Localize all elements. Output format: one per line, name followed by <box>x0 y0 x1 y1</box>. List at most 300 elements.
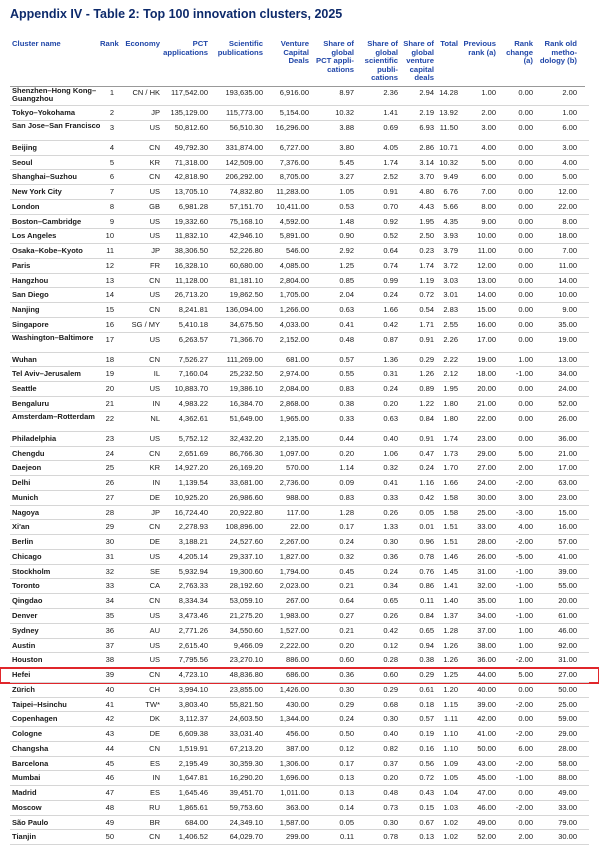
col-change-cell: 0.00 <box>518 788 533 798</box>
col-pct-cell: 16,328.10 <box>174 260 208 270</box>
col-prev-cell: 52.00 <box>477 832 496 842</box>
col-share-vc-cell: 0.57 <box>419 714 434 724</box>
col-share-vc-cell: 1.71 <box>419 319 434 329</box>
col-prev-cell: 8.00 <box>481 201 496 211</box>
col-prev-cell: 32.00 <box>477 581 496 591</box>
table-row <box>0 698 599 713</box>
col-share-pct-cell: 10.32 <box>335 108 354 117</box>
col-total-cell: 1.73 <box>443 448 458 458</box>
cluster-name-cell: Osaka–Kobe–Kyoto <box>12 246 83 256</box>
cluster-name-cell: Chengdu <box>12 448 45 458</box>
col-rank-cell: 5 <box>109 157 114 167</box>
col-rank-cell: 33 <box>105 581 114 591</box>
col-rank-cell: 6 <box>109 172 114 182</box>
col-pct-cell: 117,542.00 <box>171 88 208 97</box>
col-sci-cell: 57,151.70 <box>229 201 263 211</box>
col-sci-cell: 39,451.70 <box>229 788 263 798</box>
col-share-pct-cell: 0.20 <box>339 640 354 650</box>
col-prev-cell: 15.00 <box>477 305 496 315</box>
table-row <box>0 757 599 772</box>
col-pct-cell: 10,925.20 <box>174 492 208 502</box>
col-pct-cell: 684.00 <box>185 817 208 827</box>
col-vc-cell: 2,084.00 <box>279 384 309 394</box>
col-old-cell: 2.00 <box>562 88 577 97</box>
col-prev-cell: 2.00 <box>481 108 496 117</box>
col-change-cell: 1.00 <box>518 640 533 650</box>
col-change-cell: 0.00 <box>518 260 533 270</box>
col-total-cell: 3.72 <box>443 260 458 270</box>
col-share-vc-cell: 0.56 <box>419 758 434 768</box>
col-old-cell: 34.00 <box>558 369 577 379</box>
col-total-cell: 1.58 <box>443 492 458 502</box>
col-share-sci-cell: 0.24 <box>383 290 398 300</box>
col-prev-cell: 42.00 <box>477 714 496 724</box>
col-total-cell: 1.41 <box>443 581 458 591</box>
col-pct-cell: 4,205.14 <box>178 551 208 561</box>
col-prev-cell: 21.00 <box>477 399 496 409</box>
header-line: PCT appli- <box>315 56 354 66</box>
col-economy-cell: US <box>149 655 160 665</box>
col-rank-cell: 49 <box>105 817 114 827</box>
col-pct-cell: 1,519.91 <box>178 743 208 753</box>
header-line: Rank old <box>544 39 577 48</box>
col-change-cell: 0.00 <box>518 122 533 132</box>
col-sci-cell: 34,675.50 <box>229 319 263 329</box>
cluster-name-cell: Changsha <box>12 743 49 753</box>
header-line: (a) <box>523 56 533 66</box>
col-sci-cell: 71,366.70 <box>229 334 263 344</box>
col-share-vc-cell: 0.72 <box>419 773 434 783</box>
col-share-pct-cell: 0.45 <box>339 566 354 576</box>
col-prev-cell: 35.00 <box>477 596 496 606</box>
col-total-cell: 1.02 <box>443 832 458 842</box>
col-total-cell: 1.04 <box>443 788 458 798</box>
header-pct <box>160 40 208 57</box>
col-economy-cell: US <box>149 551 160 561</box>
col-pct-cell: 49,792.30 <box>174 142 208 152</box>
col-share-vc-cell: 0.23 <box>419 246 434 256</box>
cluster-name-cell: Mumbai <box>12 773 41 783</box>
cluster-name-cell: Copenhagen <box>12 714 58 724</box>
col-rank-cell: 19 <box>105 369 114 379</box>
header-line: publications <box>217 47 263 57</box>
cluster-name-cell: Moscow <box>12 802 42 812</box>
cluster-name-cell: Sydney <box>12 625 39 635</box>
col-vc-cell: 363.00 <box>286 802 309 812</box>
col-rank-cell: 17 <box>105 334 114 344</box>
table-row <box>0 594 599 609</box>
col-change-cell: 0.00 <box>518 714 533 724</box>
col-prev-cell: 6.00 <box>481 172 496 182</box>
col-share-vc-cell: 0.84 <box>419 610 434 620</box>
col-economy-cell: US <box>149 122 160 132</box>
cluster-name-cell: Wuhan <box>12 354 37 364</box>
col-pct-cell: 8,241.81 <box>178 305 208 315</box>
cluster-name-cell: Cologne <box>12 729 42 739</box>
table-row <box>0 506 599 521</box>
col-share-pct-cell: 0.24 <box>339 714 354 724</box>
col-share-pct-cell: 0.13 <box>339 788 354 798</box>
col-pct-cell: 7,526.27 <box>178 354 208 364</box>
header-cluster-name <box>12 40 104 49</box>
col-economy-cell: CN <box>149 522 160 532</box>
col-total-cell: 1.80 <box>443 413 458 423</box>
col-share-sci-cell: 0.40 <box>383 729 398 739</box>
col-vc-cell: 299.00 <box>286 832 309 842</box>
col-change-cell: 0.00 <box>518 334 533 344</box>
table-row <box>0 668 599 683</box>
col-total-cell: 10.71 <box>439 142 458 152</box>
col-old-cell: 92.00 <box>558 640 577 650</box>
col-vc-cell: 16,296.00 <box>275 122 309 132</box>
col-sci-cell: 56,510.30 <box>229 122 263 132</box>
cluster-name-cell: São Paulo <box>12 817 49 827</box>
col-share-sci-cell: 0.70 <box>383 201 398 211</box>
col-share-sci-cell: 0.24 <box>383 384 398 394</box>
table-row <box>0 727 599 742</box>
col-old-cell: 12.00 <box>558 187 577 197</box>
col-pct-cell: 2,195.49 <box>178 758 208 768</box>
col-change-cell: 0.00 <box>518 433 533 443</box>
table-row <box>0 609 599 624</box>
cluster-name-cell: Shanghai–Suzhou <box>12 172 78 182</box>
table-row <box>0 274 599 289</box>
col-old-cell: 14.00 <box>558 275 577 285</box>
header-share-pct <box>310 40 354 74</box>
col-vc-cell: 2,974.00 <box>279 369 309 379</box>
col-economy-cell: CN <box>149 142 160 152</box>
col-pct-cell: 4,723.10 <box>178 670 208 680</box>
col-share-vc-cell: 0.24 <box>419 463 434 473</box>
col-share-sci-cell: 0.40 <box>383 433 398 443</box>
col-share-pct-cell: 0.14 <box>339 802 354 812</box>
table-row <box>0 579 599 594</box>
col-share-vc-cell: 0.42 <box>419 492 434 502</box>
col-vc-cell: 8,705.00 <box>279 172 309 182</box>
col-economy-cell: TW* <box>145 699 160 709</box>
col-sci-cell: 23,855.00 <box>229 684 263 694</box>
header-share-sci <box>355 40 398 83</box>
col-share-vc-cell: 0.86 <box>419 581 434 591</box>
col-prev-cell: 27.00 <box>477 463 496 473</box>
col-share-pct-cell: 0.90 <box>339 231 354 241</box>
col-prev-cell: 37.00 <box>477 625 496 635</box>
col-change-cell: 6.00 <box>518 743 533 753</box>
header-line: scientific <box>364 56 398 66</box>
col-old-cell: 18.00 <box>558 231 577 241</box>
col-pct-cell: 13,705.10 <box>174 187 208 197</box>
col-prev-cell: 34.00 <box>477 610 496 620</box>
col-economy-cell: CA <box>149 581 160 591</box>
cluster-name-cell: Austin <box>12 640 36 650</box>
col-sci-cell: 52,226.80 <box>229 246 263 256</box>
col-pct-cell: 26,713.20 <box>174 290 208 300</box>
col-sci-cell: 32,432.20 <box>229 433 263 443</box>
col-change-cell: 0.00 <box>518 684 533 694</box>
col-total-cell: 14.28 <box>439 88 458 97</box>
col-vc-cell: 570.00 <box>286 463 309 473</box>
col-pct-cell: 3,112.37 <box>179 714 208 724</box>
col-vc-cell: 1,696.00 <box>279 773 309 783</box>
col-prev-cell: 20.00 <box>477 384 496 394</box>
col-total-cell: 2.12 <box>443 369 458 379</box>
col-old-cell: 1.00 <box>562 108 577 117</box>
col-share-vc-cell: 2.19 <box>419 108 434 117</box>
col-share-pct-cell: 0.53 <box>339 201 354 211</box>
col-vc-cell: 2,023.00 <box>279 581 309 591</box>
col-old-cell: 10.00 <box>558 290 577 300</box>
col-share-sci-cell: 4.05 <box>383 142 398 152</box>
col-share-sci-cell: 0.92 <box>383 216 398 226</box>
cluster-name-cell: Philadelphia <box>12 433 57 443</box>
col-prev-cell: 16.00 <box>477 319 496 329</box>
table-row <box>0 801 599 816</box>
col-share-sci-cell: 1.74 <box>383 157 398 167</box>
col-rank-cell: 46 <box>105 773 114 783</box>
cluster-name-cell: Paris <box>12 260 31 270</box>
col-old-cell: 79.00 <box>558 817 577 827</box>
col-vc-cell: 10,411.00 <box>276 201 309 211</box>
col-total-cell: 3.93 <box>443 231 458 241</box>
col-share-pct-cell: 8.97 <box>339 88 354 97</box>
col-vc-cell: 2,222.00 <box>279 640 309 650</box>
col-total-cell: 3.03 <box>443 275 458 285</box>
col-share-pct-cell: 0.85 <box>339 275 354 285</box>
table-row <box>0 447 599 462</box>
col-prev-cell: 33.00 <box>477 522 496 532</box>
col-rank-cell: 11 <box>106 246 114 256</box>
col-old-cell: 55.00 <box>558 581 577 591</box>
col-old-cell: 15.00 <box>558 507 577 517</box>
col-share-vc-cell: 0.91 <box>419 433 434 443</box>
col-share-sci-cell: 0.42 <box>383 319 398 329</box>
col-prev-cell: 9.00 <box>481 216 496 226</box>
col-economy-cell: US <box>149 187 160 197</box>
col-pct-cell: 3,803.40 <box>178 699 208 709</box>
col-sci-cell: 28,192.60 <box>229 581 263 591</box>
col-change-cell: 0.00 <box>518 399 533 409</box>
cluster-name-cell: Seoul <box>12 157 33 167</box>
col-sci-cell: 331,874.00 <box>225 142 263 152</box>
col-total-cell: 1.74 <box>443 433 458 443</box>
col-share-pct-cell: 0.32 <box>339 551 354 561</box>
col-rank-cell: 34 <box>105 596 114 606</box>
col-share-sci-cell: 0.32 <box>383 463 398 473</box>
col-economy-cell: DE <box>149 492 160 502</box>
header-line: Deals <box>288 56 309 66</box>
table-row <box>0 432 599 447</box>
col-prev-cell: 18.00 <box>477 369 496 379</box>
table-row <box>0 333 599 353</box>
col-economy-cell: US <box>149 290 160 300</box>
col-old-cell: 46.00 <box>558 625 577 635</box>
col-share-vc-cell: 0.67 <box>419 817 434 827</box>
cluster-name-cell: Taipei–Hsinchu <box>12 699 67 709</box>
header-sci <box>213 40 263 57</box>
col-pct-cell: 5,410.18 <box>178 319 208 329</box>
header-vc <box>265 40 309 66</box>
col-sci-cell: 42,946.10 <box>229 231 263 241</box>
table-row <box>0 461 599 476</box>
col-share-pct-cell: 0.44 <box>339 433 354 443</box>
col-share-pct-cell: 2.92 <box>339 246 354 256</box>
col-old-cell: 28.00 <box>558 743 577 753</box>
table-row <box>0 86 599 106</box>
table-row <box>0 367 599 382</box>
table-row <box>0 397 599 412</box>
col-economy-cell: DK <box>149 714 160 724</box>
col-share-sci-cell: 0.68 <box>383 699 398 709</box>
col-economy-cell: US <box>149 640 160 650</box>
col-share-pct-cell: 0.60 <box>339 655 354 665</box>
col-vc-cell: 22.00 <box>290 522 309 532</box>
header-line: global <box>331 47 354 57</box>
col-vc-cell: 988.00 <box>286 492 309 502</box>
col-rank-cell: 13 <box>105 275 114 285</box>
col-pct-cell: 4,983.22 <box>178 399 208 409</box>
col-economy-cell: CN <box>149 743 160 753</box>
col-prev-cell: 11.00 <box>477 246 496 256</box>
col-prev-cell: 17.00 <box>477 334 496 344</box>
col-rank-cell: 14 <box>105 290 114 300</box>
col-pct-cell: 1,406.52 <box>178 832 208 842</box>
col-pct-cell: 1,647.81 <box>178 773 208 783</box>
cluster-name-cell: Qingdao <box>12 596 43 606</box>
col-economy-cell: DE <box>149 729 160 739</box>
col-pct-cell: 42,818.90 <box>174 172 208 182</box>
col-economy-cell: SG / MY <box>131 319 160 329</box>
col-change-cell: -2.00 <box>515 729 533 739</box>
col-share-vc-cell: 0.61 <box>419 684 434 694</box>
header-line: capital <box>409 64 434 74</box>
col-sci-cell: 25,232.50 <box>229 369 263 379</box>
col-share-vc-cell: 2.86 <box>419 142 434 152</box>
header-line: Cluster name <box>12 39 61 48</box>
cluster-name-cell: Los Angeles <box>12 231 57 241</box>
cluster-name-cell: Washington–Baltimore <box>12 332 94 342</box>
col-old-cell: 31.00 <box>558 655 577 665</box>
col-change-cell: 0.00 <box>518 88 533 97</box>
col-rank-cell: 45 <box>105 758 114 768</box>
col-total-cell: 10.32 <box>439 157 458 167</box>
col-change-cell: -1.00 <box>515 610 533 620</box>
col-economy-cell: IN <box>152 399 160 409</box>
col-share-vc-cell: 0.05 <box>419 507 434 517</box>
col-sci-cell: 33,681.00 <box>229 478 263 488</box>
cluster-name-cell: Tianjin <box>12 832 37 842</box>
header-share-vc <box>399 40 434 83</box>
table-row <box>0 830 599 845</box>
col-vc-cell: 5,154.00 <box>279 108 309 117</box>
col-share-pct-cell: 0.13 <box>339 773 354 783</box>
col-share-sci-cell: 0.20 <box>383 399 398 409</box>
header-line: Previous <box>463 39 496 48</box>
col-total-cell: 1.10 <box>443 743 458 753</box>
col-change-cell: 2.00 <box>518 832 533 842</box>
col-sci-cell: 19,300.60 <box>229 566 263 576</box>
col-sci-cell: 30,359.30 <box>229 758 263 768</box>
col-prev-cell: 19.00 <box>477 354 496 364</box>
cluster-name-cell: Beijing <box>12 142 38 152</box>
col-rank-cell: 38 <box>105 655 114 665</box>
col-vc-cell: 1,426.00 <box>279 684 309 694</box>
cluster-name-cell: New York City <box>12 187 62 197</box>
col-pct-cell: 50,812.60 <box>174 122 208 132</box>
col-change-cell: -2.00 <box>515 758 533 768</box>
col-share-vc-cell: 2.50 <box>419 231 434 241</box>
col-share-sci-cell: 0.29 <box>383 684 398 694</box>
col-pct-cell: 135,129.00 <box>170 108 208 117</box>
cluster-name-cell: Toronto <box>12 581 40 591</box>
col-sci-cell: 81,181.10 <box>229 275 263 285</box>
cluster-name-cell: Hefei <box>12 670 31 680</box>
col-old-cell: 20.00 <box>558 596 577 606</box>
col-economy-cell: BR <box>149 817 160 827</box>
col-share-vc-cell: 0.91 <box>419 334 434 344</box>
col-share-pct-cell: 0.12 <box>339 743 354 753</box>
table-row <box>0 215 599 230</box>
col-pct-cell: 38,306.50 <box>174 246 208 256</box>
col-total-cell: 1.95 <box>443 384 458 394</box>
col-total-cell: 1.09 <box>443 758 458 768</box>
col-sci-cell: 74,832.80 <box>229 187 263 197</box>
col-old-cell: 88.00 <box>558 773 577 783</box>
col-share-pct-cell: 0.21 <box>339 581 354 591</box>
col-vc-cell: 1,344.00 <box>279 714 309 724</box>
col-share-sci-cell: 0.30 <box>383 817 398 827</box>
table-header <box>0 40 599 85</box>
col-old-cell: 11.00 <box>558 260 577 270</box>
col-prev-cell: 4.00 <box>481 142 496 152</box>
col-vc-cell: 1,306.00 <box>279 758 309 768</box>
col-share-pct-cell: 0.55 <box>339 369 354 379</box>
col-pct-cell: 3,994.10 <box>178 684 208 694</box>
col-pct-cell: 4,362.61 <box>178 413 208 423</box>
col-share-sci-cell: 0.24 <box>383 566 398 576</box>
col-total-cell: 1.51 <box>443 522 458 532</box>
col-vc-cell: 4,033.00 <box>279 319 309 329</box>
col-change-cell: -2.00 <box>515 699 533 709</box>
col-prev-cell: 10.00 <box>477 231 496 241</box>
col-share-pct-cell: 3.88 <box>339 122 354 132</box>
col-sci-cell: 16,290.20 <box>229 773 263 783</box>
col-total-cell: 1.46 <box>443 551 458 561</box>
col-sci-cell: 67,213.20 <box>229 743 263 753</box>
col-economy-cell: JP <box>151 246 160 256</box>
col-old-cell: 17.00 <box>558 463 577 473</box>
col-vc-cell: 1,705.00 <box>279 290 309 300</box>
col-old-cell: 26.00 <box>558 413 577 423</box>
col-sci-cell: 24,349.10 <box>229 817 263 827</box>
page-title: Appendix IV - Table 2: Top 100 innovation clusters, 2025 <box>10 7 343 21</box>
col-vc-cell: 456.00 <box>286 729 309 739</box>
header-line: Total <box>440 39 458 48</box>
table-row <box>0 565 599 580</box>
col-change-cell: 0.00 <box>518 142 533 152</box>
col-sci-cell: 29,337.10 <box>229 551 263 561</box>
col-rank-cell: 28 <box>105 507 114 517</box>
cluster-name-cell: Denver <box>12 610 38 620</box>
col-prev-cell: 23.00 <box>477 433 496 443</box>
col-economy-cell: CN <box>149 596 160 606</box>
table-row <box>0 491 599 506</box>
col-total-cell: 1.45 <box>443 566 458 576</box>
col-pct-cell: 6,263.57 <box>178 334 208 344</box>
table-row <box>0 535 599 550</box>
col-total-cell: 1.26 <box>443 655 458 665</box>
table-row <box>0 476 599 491</box>
col-change-cell: 1.00 <box>518 354 533 364</box>
